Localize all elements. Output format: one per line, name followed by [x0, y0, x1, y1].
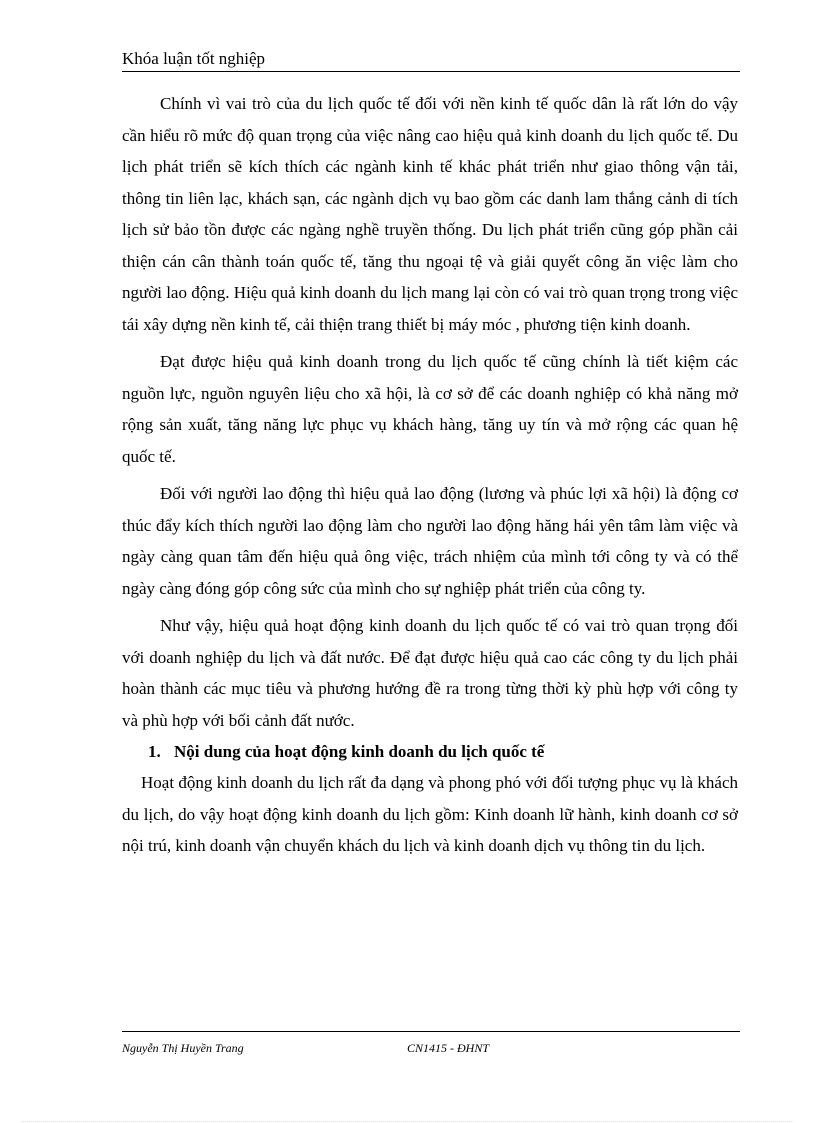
section-paragraph: Hoạt động kinh doanh du lịch rất đa dạng và phong phó với đối tượng phục vụ là khách du lịch, do vậy hoạt động kinh doanh du lịch gồm: Kinh doanh lữ hành, kinh doanh cơ sở nội trú, kinh doanh vận chuyển khách du lịch và kinh doanh dịch vụ thông tin du lịch. [122, 773, 738, 855]
page-bottom-edge [22, 1121, 794, 1122]
section-heading-text: Nội dung của hoạt động kinh doanh du lịch quốc tế [174, 742, 545, 761]
footer-author: Nguyễn Thị Huyền Trang [122, 1041, 244, 1055]
body-paragraph: Chính vì vai trò của du lịch quốc tế đối với nền kinh tế quốc dân là rất lớn do vậy cần hiểu rõ mức độ quan trọng của việc nâng cao hiệu quả kinh doanh du lịch quốc tế. Du lịch phát triển sẽ kích thích các ngành kinh tế khác phát triển như giao thông vận tải, thông tin liên lạc, khách sạn, các ngành dịch vụ bao gồm các danh lam thắng cảnh di tích lịch sử bảo tồn được các ngàng nghề truyền thống. Du lịch phát triển cũng góp phần cải thiện cán cân thành toán quốc tế, tăng thu ngoại tệ và giải quyết công ăn việc làm cho người lao động. Hiệu quả kinh doanh du lịch mang lại còn có vai trò quan trọng trong việc tái xây dựng nền kinh tế, cải thiện trang thiết bị máy móc , phương tiện kinh doanh. [122, 94, 738, 334]
body-paragraph: Như vậy, hiệu quả hoạt động kinh doanh du lịch quốc tế có vai trò quan trọng đối với doanh nghiệp du lịch và đất nước. Để đạt được hiệu quả cao các công ty du lịch phải hoàn thành các mục tiêu và phương hướng đề ra trong từng thời kỳ phù hợp với công ty và phù hợp với bối cảnh đất nước. [122, 616, 738, 730]
footer-divider [122, 1031, 740, 1032]
footer-class-code: CN1415 - ĐHNT [407, 1041, 490, 1055]
body-paragraph: Đạt được hiệu quả kinh doanh trong du lịch quốc tế cũng chính là tiết kiệm các nguồn lực, nguồn nguyên liệu cho xã hội, là cơ sở để các doanh nghiệp có khả năng mở rộng sản xuất, tăng năng lực phục vụ khách hàng, tăng uy tín và mở rộng các quan hệ quốc tế. [122, 352, 738, 466]
page-header-title: Khóa luận tốt nghiệp [122, 49, 266, 68]
document-body [122, 88, 738, 862]
section-number: 1. [148, 742, 161, 761]
section-heading [122, 736, 738, 767]
body-paragraph: Đối với người lao động thì hiệu quả lao động (lương và phúc lợi xã hội) là động cơ thúc đẩy kích thích người lao động làm cho người lao động hăng hái yên tâm làm việc và ngày càng quan tâm đến hiệu quả ông việc, trách nhiệm của mình tới công ty và có thể ngày càng đóng góp công sức của mình cho sự nghiệp phát triển của công ty. [122, 484, 738, 598]
header-divider [122, 71, 740, 72]
